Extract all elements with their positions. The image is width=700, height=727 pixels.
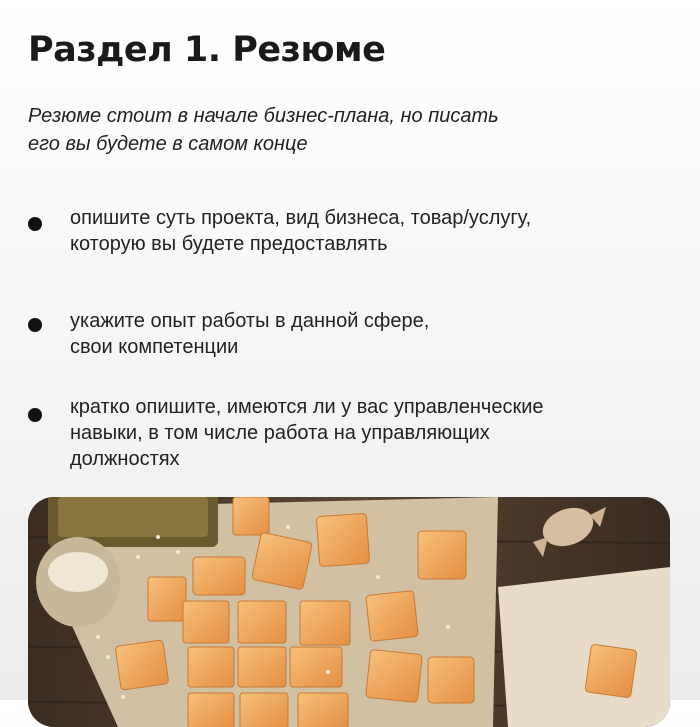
- bullet-dot-icon: [28, 318, 42, 332]
- food-photo-illustration: [28, 497, 670, 727]
- intro-text: Резюме стоит в начале бизнес-плана, но писать его вы будете в самом конце: [28, 105, 499, 155]
- page-title: Раздел 1. Резюме: [28, 30, 386, 70]
- list-item-text: укажите опыт работы в данной сфере, свои компетенции: [70, 310, 430, 358]
- list-item-text: кратко опишите, имеются ли у вас управленческие навыки, в том числе работа на управляющих должностях: [70, 396, 544, 470]
- list-item-text: опишите суть проекта, вид бизнеса, товар/услугу, которую вы будете предоставлять: [70, 207, 532, 255]
- food-photo: [28, 497, 670, 727]
- bullet-dot-icon: [28, 408, 42, 422]
- bullet-dot-icon: [28, 217, 42, 231]
